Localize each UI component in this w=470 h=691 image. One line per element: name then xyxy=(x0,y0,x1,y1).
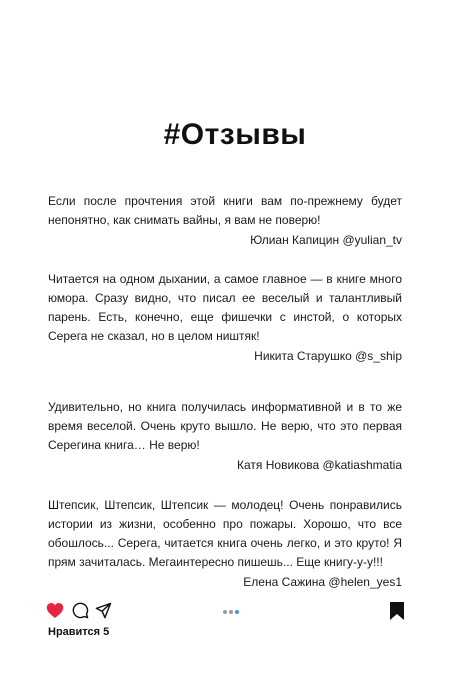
share-icon[interactable] xyxy=(95,602,112,624)
post-action-bar xyxy=(46,602,404,622)
page-title: #Отзывы xyxy=(163,118,307,151)
review-author: Юлиан Капицин @yulian_tv xyxy=(250,233,402,247)
review-4 xyxy=(48,496,402,592)
carousel-dot xyxy=(229,610,233,614)
heart-icon[interactable] xyxy=(46,602,64,624)
review-author: Елена Сажина @helen_yes1 xyxy=(243,575,402,589)
bookmark-icon[interactable] xyxy=(390,602,404,625)
carousel-dots xyxy=(223,610,241,628)
carousel-dot-active xyxy=(235,610,239,614)
review-3 xyxy=(48,398,402,475)
likes-count[interactable]: Нравится 5 xyxy=(48,626,110,638)
review-text: Если после прочтения этой книги вам по-прежнему будет непонятно, как снимать вайны, я вам не поверю! xyxy=(48,194,402,227)
comment-icon[interactable] xyxy=(72,602,89,624)
review-text: Читается на одном дыхании, а самое главное — в книге много юмора. Сразу видно, что писал ее веселый и талантливый парень. Есть, конечно, еще фишечки с инстой, о которых Серега не сказал, но в целом ништяк! xyxy=(48,272,402,343)
review-author: Катя Новикова @katiashmatia xyxy=(237,458,402,472)
carousel-dot xyxy=(223,610,227,614)
review-text: Удивительно, но книга получилась информативной и в то же время веселой. Очень круто вышло. Не верю, что это первая Серегина книга… Не верю! xyxy=(48,400,402,452)
review-2 xyxy=(48,270,402,366)
review-text: Штепсик, Штепсик, Штепсик — молодец! Очень понравились истории из жизни, особенно про пожары. Хорошо, что все обошлось... Серега, читается книга очень легко, и это круто! Я прям зачиталась. Мегаинтересно пишешь... Еще книгу-у-у!!! xyxy=(48,498,402,569)
review-1 xyxy=(48,192,402,250)
review-author: Никита Старушко @s_ship xyxy=(254,349,402,363)
